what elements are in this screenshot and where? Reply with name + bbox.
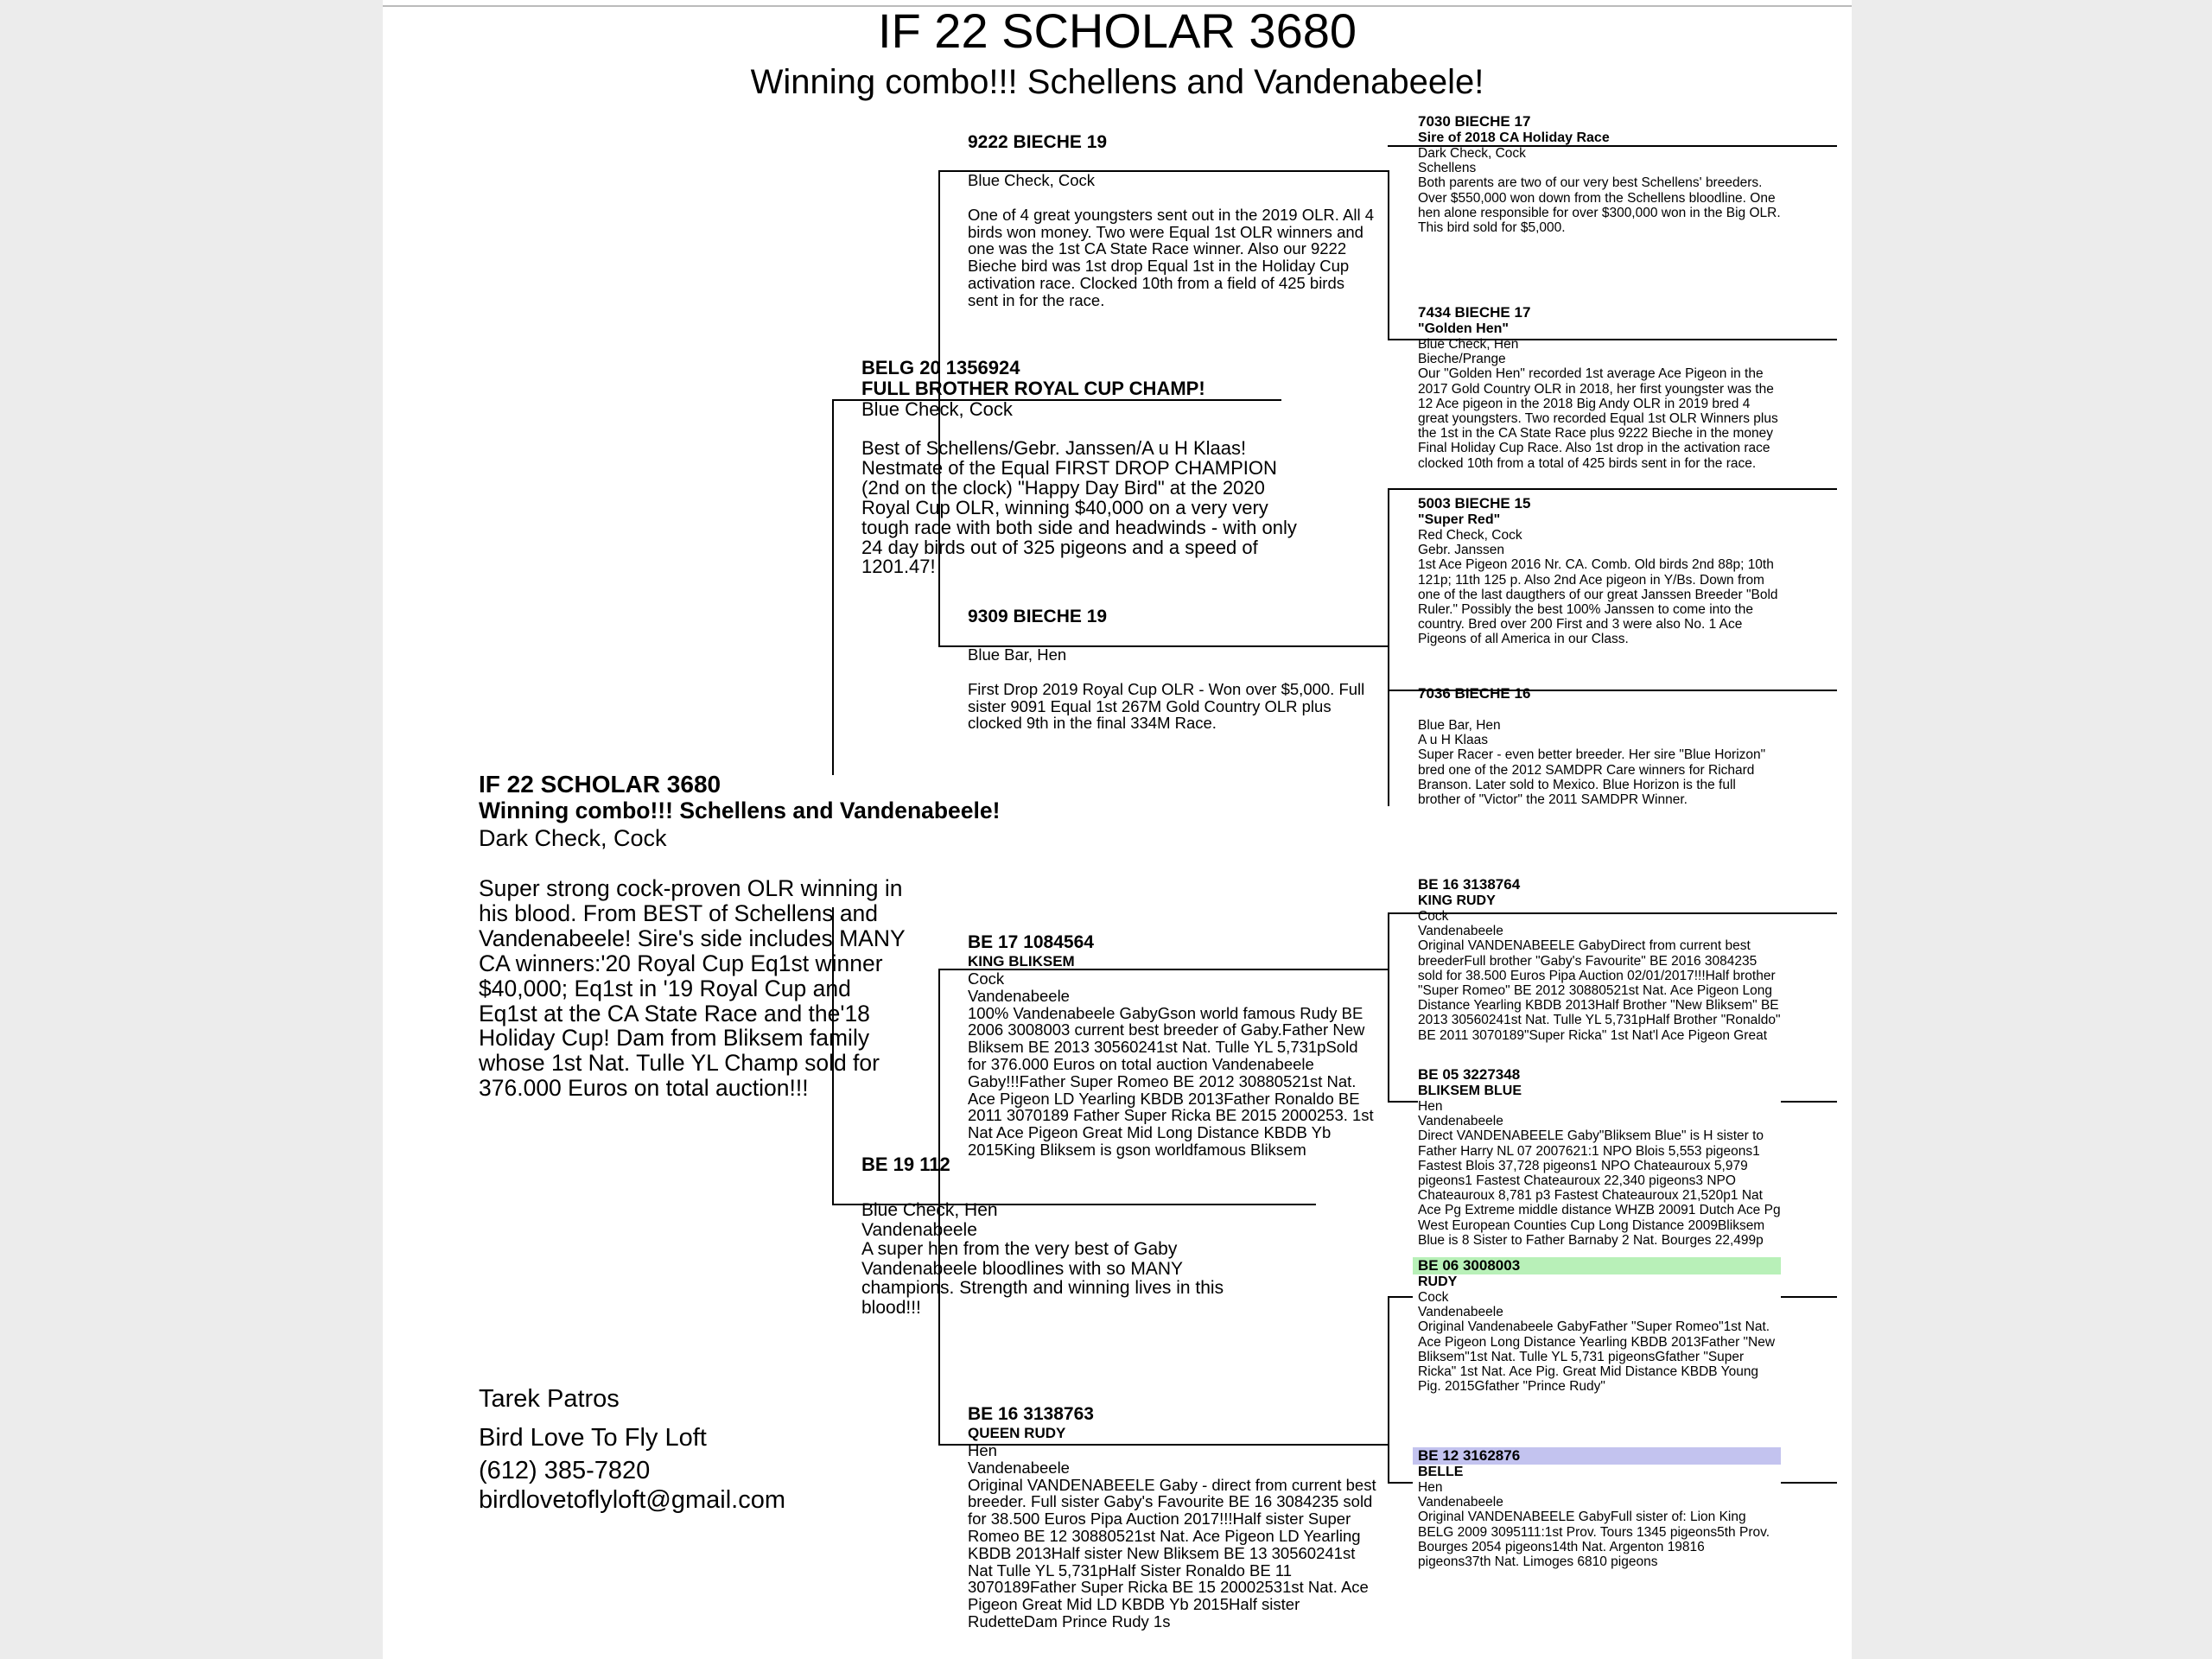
dam-band: BE 19 112 [861, 1154, 950, 1175]
dam-color: Blue Check, Hen [861, 1200, 998, 1220]
ggp-dsd-color: Hen [1418, 1099, 1443, 1114]
ggp-dds-entry [1413, 1257, 1781, 1394]
ggp-ssd-notes: Our "Golden Hen" recorded 1st average Ace Pigeon in the 2017 Gold Country OLR in 2018, her first youngster was the 12 Ace pigeon in the 2018 Big Andy OLR in 2019 bred 4 great youngsters. Two recorded Equal 1st OLR Winners plus the 1st in the CA State Race plus 9222 Bieche in the money Final Holiday Cup Race. Also 1st drop in the activation race clocked 10th from a total of 425 birds sent in for the race. [1418, 366, 1783, 471]
ggp-ssd-band: 7434 BIECHE 17 [1418, 304, 1531, 321]
ggp-dsd-name: BLIKSEM BLUE [1418, 1084, 1522, 1098]
sires-dam-entry [968, 606, 1378, 732]
ggp-ddd-strain: Vandenabeele [1418, 1495, 1503, 1510]
ggp-sds-strain: Gebr. Janssen [1418, 543, 1504, 558]
subject-color: Dark Check, Cock [479, 825, 667, 851]
ggp-sds-band: 5003 BIECHE 15 [1418, 495, 1531, 512]
connector-line [1388, 1296, 1389, 1482]
contact-block [479, 1384, 911, 1515]
sires-sire-entry [968, 131, 1378, 309]
connector-line [832, 399, 834, 775]
ggp-dds-band: BE 06 3008003 [1413, 1257, 1781, 1274]
ggp-sdd-band: 7036 BIECHE 16 [1418, 685, 1531, 702]
ggp-sds-entry [1418, 495, 1781, 647]
ggp-sds-notes: 1st Ace Pigeon 2016 Nr. CA. Comb. Old birds 2nd 88p; 10th 121p; 11th 125 p. Also 2nd Ace pigeon in Y/Bs. Down from one of the last daugthers of our great Janssen Breeder "Bold Ruler." Possibly the best 100% Janssen to come into the country. Bred over 200 First and 3 were also No. 1 Ace Pigeons of all America in our Class. [1418, 557, 1782, 647]
ggp-dds-name: RUDY [1418, 1274, 1458, 1289]
sires-sire-color: Blue Check, Cock [968, 171, 1096, 189]
page-title: IF 22 SCHOLAR 3680 [877, 3, 1357, 58]
dams-dam-strain: Vandenabeele [968, 1458, 1070, 1477]
ggp-dss-notes: Original VANDENABEELE GabyDirect from current best breederFull brother "Gaby's Favourite" BE 2016 3084235 sold for 38.500 Euros Pipa Auction 02/01/2017!!!Half brother "Super Romeo" BE 2012 30880521st Nat. Ace Pigeon Long Distance Yearling KBDB 2013Half Brother "New Bliksem" BE 2013 30560241st Nat. Tulle YL 5,731pHalf Brother "Ronaldo" BE 2011 3070189"Super Ricka" 1st Nat'l Ace Pigeon Great [1418, 938, 1784, 1043]
ggp-dds-notes: Original Vandenabeele GabyFather "Super Romeo"1st Nat. Ace Pigeon Long Distance Yearling KBDB 2013Father "New Bliksem"1st Nat. Tulle YL 5,731 pigeonsGfather "Super Ricka" 1st Nat. Ace Pig. Great Mid Distance KBDB Young Pig. 2015Gfather "Prince Rudy" [1418, 1319, 1779, 1395]
ggp-sss-notes: Both parents are two of our very best Schellens' breeders. Over $550,000 won down from the Schellens bloodline. One hen alone responsible for over $300,000 won in the Big OLR. This bird sold for $5,000. [1418, 175, 1784, 236]
ggp-ddd-notes: Original VANDENABEELE GabyFull sister of: Lion King BELG 2009 3095111:1st Prov. Tours 1345 pigeons5th Prov. Bourges 2054 pigeons14th Nat. Argenton 19816 pigeons37th Nat. Limoges 6810 pigeons [1418, 1510, 1774, 1570]
dams-sire-entry [968, 931, 1378, 1159]
ggp-dsd-entry [1418, 1066, 1784, 1258]
dams-dam-entry [968, 1403, 1381, 1659]
sires-dam-band: 9309 BIECHE 19 [968, 607, 1108, 626]
ggp-ddd-band: BE 12 3162876 [1413, 1447, 1781, 1465]
dam-strain: Vandenabeele [861, 1220, 977, 1240]
ggp-sdd-color: Blue Bar, Hen [1418, 718, 1501, 733]
ggp-dsd-notes: Direct VANDENABEELE Gaby"Bliksem Blue" is H sister to Father Harry NL 07 2007621:1 NPO Blois 5,553 pigeons1 Fastest Blois 37,728 pigeons1 NPO Chateauroux 5,979 pigeons1 Fastest Chateauroux 22,340 pigeons3 NPO Chateauroux 8,781 p3 Fastest Chateauroux 21,520p1 Nat Ace Pg Extreme middle distance WHZB 20091 Dutch Ace Pg West European Counties Cup Long Distance 2009Bliksem Blue is 8 Sister to Father Barnaby 2 Nat. Bourges 22,499p [1418, 1128, 1784, 1248]
ggp-dds-strain: Vandenabeele [1418, 1305, 1503, 1320]
subject-name: Winning combo!!! Schellens and Vandenabeele! [479, 798, 1001, 823]
sires-sire-notes: One of 4 great youngsters sent out in the 2019 OLR. All 4 birds won money. Two were Equal 1st OLR winners and one was the 1st CA State Race winner. Also our 9222 Bieche bird was 1st drop Equal 1st in the Holiday Cup activation race. Clocked 10th from a field of 425 birds sent in for the race. [968, 205, 1379, 309]
connector-line [1388, 488, 1389, 806]
sire-name: FULL BROTHER ROYAL CUP CHAMP! [861, 378, 1205, 399]
dams-sire-color: Cock [968, 969, 1005, 988]
ggp-ssd-entry [1418, 304, 1781, 499]
dams-sire-notes: 100% Vandenabeele GabyGson world famous Rudy BE 2006 3008003 current best breeder of Gaby.Father New Bliksem BE 2013 30560241st Nat. Tulle YL 5,731pSold for 376.000 Euros on total auction Vandenabeele Gaby!!!Father Super Romeo BE 2012 30880521st Nat. Ace Pigeon LD Yearling KBDB 2013Father Ronaldo BE 2011 3070189 Father Super Ricka BE 2015 2000253. 1st Nat Ace Pigeon Great Mid Long Distance KBDB Yb 2015King Bliksem is gson worldfamous Bliksem [968, 1003, 1378, 1159]
sire-band: BELG 20 1356924 [861, 357, 1020, 378]
contact-email: birdlovetoflyloft@gmail.com [479, 1486, 786, 1514]
ggp-dss-name: KING RUDY [1418, 893, 1496, 908]
contact-phone: (612) 385-7820 [479, 1457, 651, 1484]
ggp-sss-color: Dark Check, Cock [1418, 146, 1526, 161]
ggp-sdd-strain: A u H Klaas [1418, 733, 1488, 748]
subject-band: IF 22 SCHOLAR 3680 [479, 771, 721, 798]
ggp-sdd-notes: Super Racer - even better breeder. Her sire "Blue Horizon" bred one of the 2012 SAMDPR Care winners for Richard Branson. Later sold to Mexico. Blue Horizon is the full brother of "Victor" the 2011 SAMDPR Winner. [1418, 747, 1770, 808]
ggp-sss-band: 7030 BIECHE 17 [1418, 113, 1531, 130]
ggp-ssd-strain: Bieche/Prange [1418, 352, 1506, 367]
dams-sire-band: BE 17 1084564 [968, 932, 1094, 952]
dams-dam-name: QUEEN RUDY [968, 1425, 1066, 1441]
page-subtitle: Winning combo!!! Schellens and Vandenabeele! [750, 63, 1484, 101]
dams-dam-notes: Original VANDENABEELE Gaby - direct from current best breeder. Full sister Gaby's Favourite BE 16 3084235 sold for 38.500 Euros Pipa Auction 2017!!!Half sister Super Romeo BE 12 30880521st Nat. Ace Pigeon LD Yearling KBDB 2013Half sister New Bliksem BE 13 30560241st Nat Tulle YL 5,731pHalf Sister Ronaldo BE 11 3070189Father Super Ricka BE 15 20002531st Nat. Ace Pigeon Great Mid LD KBDB Yb 2015Half sister RudetteDam Prince Rudy 1s [968, 1475, 1381, 1630]
ggp-ssd-color: Blue Check, Hen [1418, 337, 1519, 352]
subject-notes: Super strong cock-proven OLR winning in his blood. From BEST of Schellens and Vandenabeele! Sire's side includes MANY CA winners:'20 Royal Cup Eq1st winner $40,000; Eq1st in '19 Royal Cup and Eq1st at the CA State Race and the'18 Holiday Cup! Dam from Bliksem family whose 1st Nat. Tulle YL Champ sold for 376.000 Euros on total auction!!! [479, 875, 906, 1102]
ggp-sss-strain: Schellens [1418, 161, 1477, 176]
ggp-ddd-entry [1413, 1447, 1781, 1569]
pedigree-sheet [383, 0, 1852, 1659]
ggp-dss-entry [1418, 876, 1784, 1070]
subject-entry [479, 771, 1001, 1102]
connector-line [1388, 912, 1389, 1101]
dam-band-entry [861, 1154, 957, 1176]
sire-notes: Best of Schellens/Gebr. Janssen/A u H Klaas! Nestmate of the Equal FIRST DROP CHAMPION (2nd on the clock) "Happy Day Bird" at the 2020 Royal Cup OLR, winning $40,000 on a very very tough race with both side and headwinds - with only 24 day birds out of 325 pigeons and a speed of 1201.47! [861, 437, 1297, 578]
ggp-ddd-color: Hen [1418, 1480, 1443, 1495]
connector-line [1388, 170, 1389, 339]
dams-dam-color: Hen [968, 1441, 997, 1459]
dams-sire-strain: Vandenabeele [968, 986, 1070, 1005]
dam-entry [861, 1200, 1311, 1318]
ggp-sss-name: Sire of 2018 CA Holiday Race [1418, 130, 1610, 145]
ggp-sds-name: "Super Red" [1418, 512, 1501, 527]
sires-dam-notes: First Drop 2019 Royal Cup OLR - Won over $5,000. Full sister 9091 Equal 1st 267M Gold Country OLR plus clocked 9th in the final 334M Race. [968, 679, 1370, 733]
sire-color: Blue Check, Cock [861, 398, 1013, 420]
ggp-dsd-strain: Vandenabeele [1418, 1114, 1503, 1129]
contact-name: Tarek Patros [479, 1385, 620, 1413]
contact-loft: Bird Love To Fly Loft [479, 1424, 707, 1452]
ggp-sss-entry [1418, 113, 1784, 236]
dams-dam-band: BE 16 3138763 [968, 1404, 1094, 1424]
ggp-dds-color: Cock [1418, 1290, 1449, 1305]
ggp-dsd-band: BE 05 3227348 [1418, 1066, 1521, 1083]
sires-dam-color: Blue Bar, Hen [968, 645, 1067, 664]
sire-entry [861, 358, 1311, 577]
ggp-sds-color: Red Check, Cock [1418, 528, 1522, 543]
dams-sire-name: KING BLIKSEM [968, 953, 1075, 969]
ggp-dss-strain: Vandenabeele [1418, 924, 1503, 939]
ggp-sdd-entry [1418, 685, 1781, 807]
ggp-dss-color: Cock [1418, 909, 1449, 924]
sires-sire-band: 9222 BIECHE 19 [968, 132, 1108, 152]
ggp-ddd-name: BELLE [1418, 1465, 1464, 1479]
ggp-ssd-name: "Golden Hen" [1418, 321, 1509, 336]
ggp-dss-band: BE 16 3138764 [1418, 876, 1521, 893]
dam-notes: A super hen from the very best of Gaby Vandenabeele bloodlines with so MANY champions. Strength and winning lives in this blood!!! [861, 1239, 1224, 1318]
